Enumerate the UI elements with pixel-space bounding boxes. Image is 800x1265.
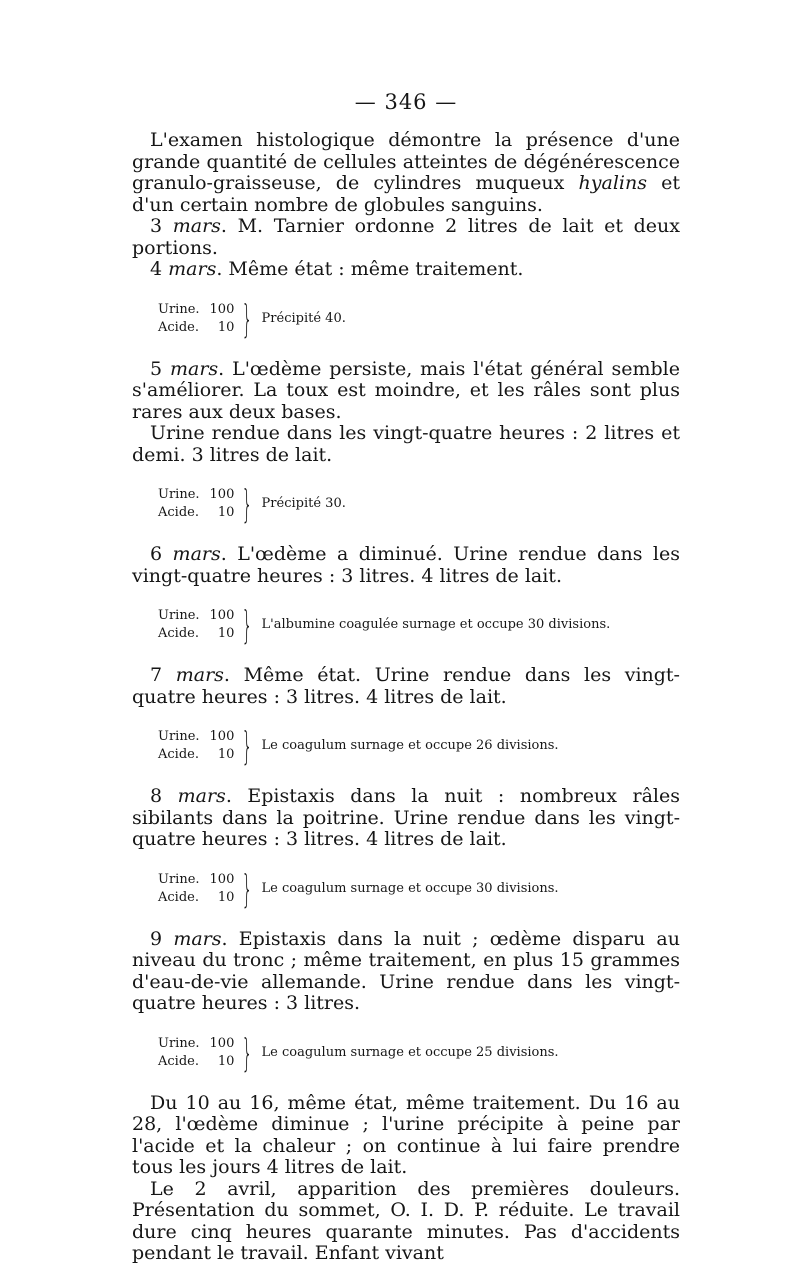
row-value-acid: 10 (217, 1053, 235, 1069)
analysis-values (210, 1035, 235, 1071)
text-run: Du 10 au 16, même état, même traitement. Du 16 au 28, l'œdème diminue ; l'urine précipite à peine par l'acide et la chaleur ; on continue à lui faire prendre tous les jours 4 litres de lait. (132, 1091, 680, 1178)
analysis-table (158, 866, 680, 911)
text-run: . Même état. Urine rendue dans les vingt-quatre heures : 3 litres. 4 litres de lait. (132, 664, 680, 708)
italic-text: mars (172, 543, 221, 565)
row-value-acid: 10 (217, 889, 235, 905)
brace-glyph: } (242, 866, 253, 911)
text-run: 7 (150, 664, 176, 686)
row-value-urine: 100 (209, 608, 235, 623)
text-run: . Epistaxis dans la nuit ; œdème disparu au niveau du tronc ; même traitement, en plus 15 grammes d'eau-de-vie allemande. Urine rendue dans les vingt-quatre heures : 3 litres. (132, 927, 680, 1014)
row-label-urine: Urine. (158, 608, 200, 623)
italic-text: mars (175, 664, 224, 686)
text-run: Le 2 avril, apparition des premières douleurs. Présentation du sommet, O. I. D. P. réduite. Le travail dure cinq heures quarante minutes. Pas d'accidents pendant le travail. Enfant vivant (132, 1177, 680, 1264)
analysis-result: Précipité 40. (261, 310, 346, 326)
analysis-labels (158, 607, 200, 643)
row-label-urine: Urine. (158, 1035, 200, 1051)
row-value-urine: 100 (209, 487, 235, 502)
paragraph (132, 423, 680, 466)
paragraph (132, 259, 680, 281)
text-run: Urine rendue dans les vingt-quatre heures : 2 litres et demi. 3 litres de lait. (132, 422, 680, 466)
text-run: . Epistaxis dans la nuit : nombreux râles sibilants dans la poitrine. Urine rendue dans les vingt-quatre heures : 3 litres. 4 litres de lait. (132, 785, 680, 850)
italic-text: mars (177, 785, 226, 807)
text-run: . Même état : même traitement. (216, 258, 524, 280)
paragraph (132, 929, 680, 1015)
analysis-result: Le coagulum surnage et occupe 30 divisions. (261, 880, 559, 896)
row-value-acid: 10 (217, 505, 235, 520)
row-label-acid: Acide. (158, 1053, 199, 1069)
text-run: . M. Tarnier ordonne 2 litres de lait et deux portions. (132, 215, 680, 259)
paragraph (132, 359, 680, 424)
analysis-table (158, 482, 680, 526)
analysis-values (210, 728, 235, 764)
italic-text: mars (173, 927, 222, 950)
brace-glyph: } (242, 482, 253, 526)
paragraph (132, 216, 680, 259)
italic-text: mars (169, 357, 219, 380)
page-body (132, 130, 680, 1265)
analysis-table (158, 724, 680, 768)
row-label-acid: Acide. (158, 626, 199, 641)
row-label-urine: Urine. (158, 301, 200, 317)
paragraph (132, 1093, 680, 1179)
analysis-labels (158, 728, 200, 764)
analysis-result: Précipité 30. (261, 496, 346, 511)
analysis-result: Le coagulum surnage et occupe 25 divisions. (261, 1044, 559, 1060)
text-run: 5 (150, 357, 170, 380)
text-run: et d'un certain nombre de globules sanguins. (132, 172, 680, 216)
row-label-acid: Acide. (158, 747, 199, 762)
analysis-result: L'albumine coagulée surnage et occupe 30 divisions. (261, 617, 611, 632)
row-value-urine: 100 (209, 871, 235, 887)
text-run: 8 (150, 785, 178, 807)
row-value-acid: 10 (217, 319, 235, 335)
analysis-table (158, 603, 680, 647)
italic-text: mars (172, 215, 221, 237)
paragraph (132, 665, 680, 708)
paragraph (132, 130, 680, 216)
text-run: 3 (150, 215, 173, 237)
analysis-labels (158, 301, 200, 337)
row-value-urine: 100 (209, 729, 235, 744)
analysis-labels (158, 486, 200, 522)
paragraph (132, 786, 680, 851)
brace-glyph: } (242, 724, 253, 768)
row-label-acid: Acide. (158, 319, 199, 335)
analysis-table (158, 1030, 680, 1075)
text-run: . L'œdème persiste, mais l'état général semble s'améliorer. La toux est moindre, et les râles sont plus rares aux deux bases. (132, 357, 680, 423)
brace-glyph: } (242, 296, 253, 341)
analysis-values (210, 607, 235, 643)
row-label-urine: Urine. (158, 871, 200, 887)
row-value-urine: 100 (209, 301, 235, 317)
analysis-values (210, 486, 235, 522)
row-label-urine: Urine. (158, 729, 200, 744)
row-label-acid: Acide. (158, 505, 199, 520)
row-value-acid: 10 (217, 626, 235, 641)
analysis-table (158, 296, 680, 341)
paragraph (132, 544, 680, 587)
analysis-labels (158, 871, 200, 907)
brace-glyph: } (242, 1030, 253, 1075)
text-run: L'examen histologique démontre la présence d'une grande quantité de cellules atteintes de dégénérescence granulo-graisseuse, de cylindres muqueux (132, 129, 680, 194)
analysis-result: Le coagulum surnage et occupe 26 divisions. (261, 738, 559, 753)
row-label-urine: Urine. (158, 487, 200, 502)
row-value-urine: 100 (209, 1035, 235, 1051)
paragraph (132, 1179, 680, 1265)
analysis-labels (158, 1035, 200, 1071)
document-page (132, 90, 680, 1265)
text-run: . L'œdème a diminué. Urine rendue dans les vingt-quatre heures : 3 litres. 4 litres de lait. (132, 543, 681, 587)
italic-text: mars (168, 258, 217, 280)
text-run: 4 (150, 258, 169, 280)
italic-text: hyalins (578, 172, 647, 194)
analysis-values (210, 871, 235, 907)
page-number: — 346 — (354, 90, 458, 114)
row-label-acid: Acide. (158, 889, 199, 905)
text-run: 6 (150, 543, 173, 565)
brace-glyph: } (242, 603, 253, 647)
row-value-acid: 10 (217, 747, 235, 762)
analysis-values (210, 301, 235, 337)
text-run: 9 (150, 927, 174, 950)
